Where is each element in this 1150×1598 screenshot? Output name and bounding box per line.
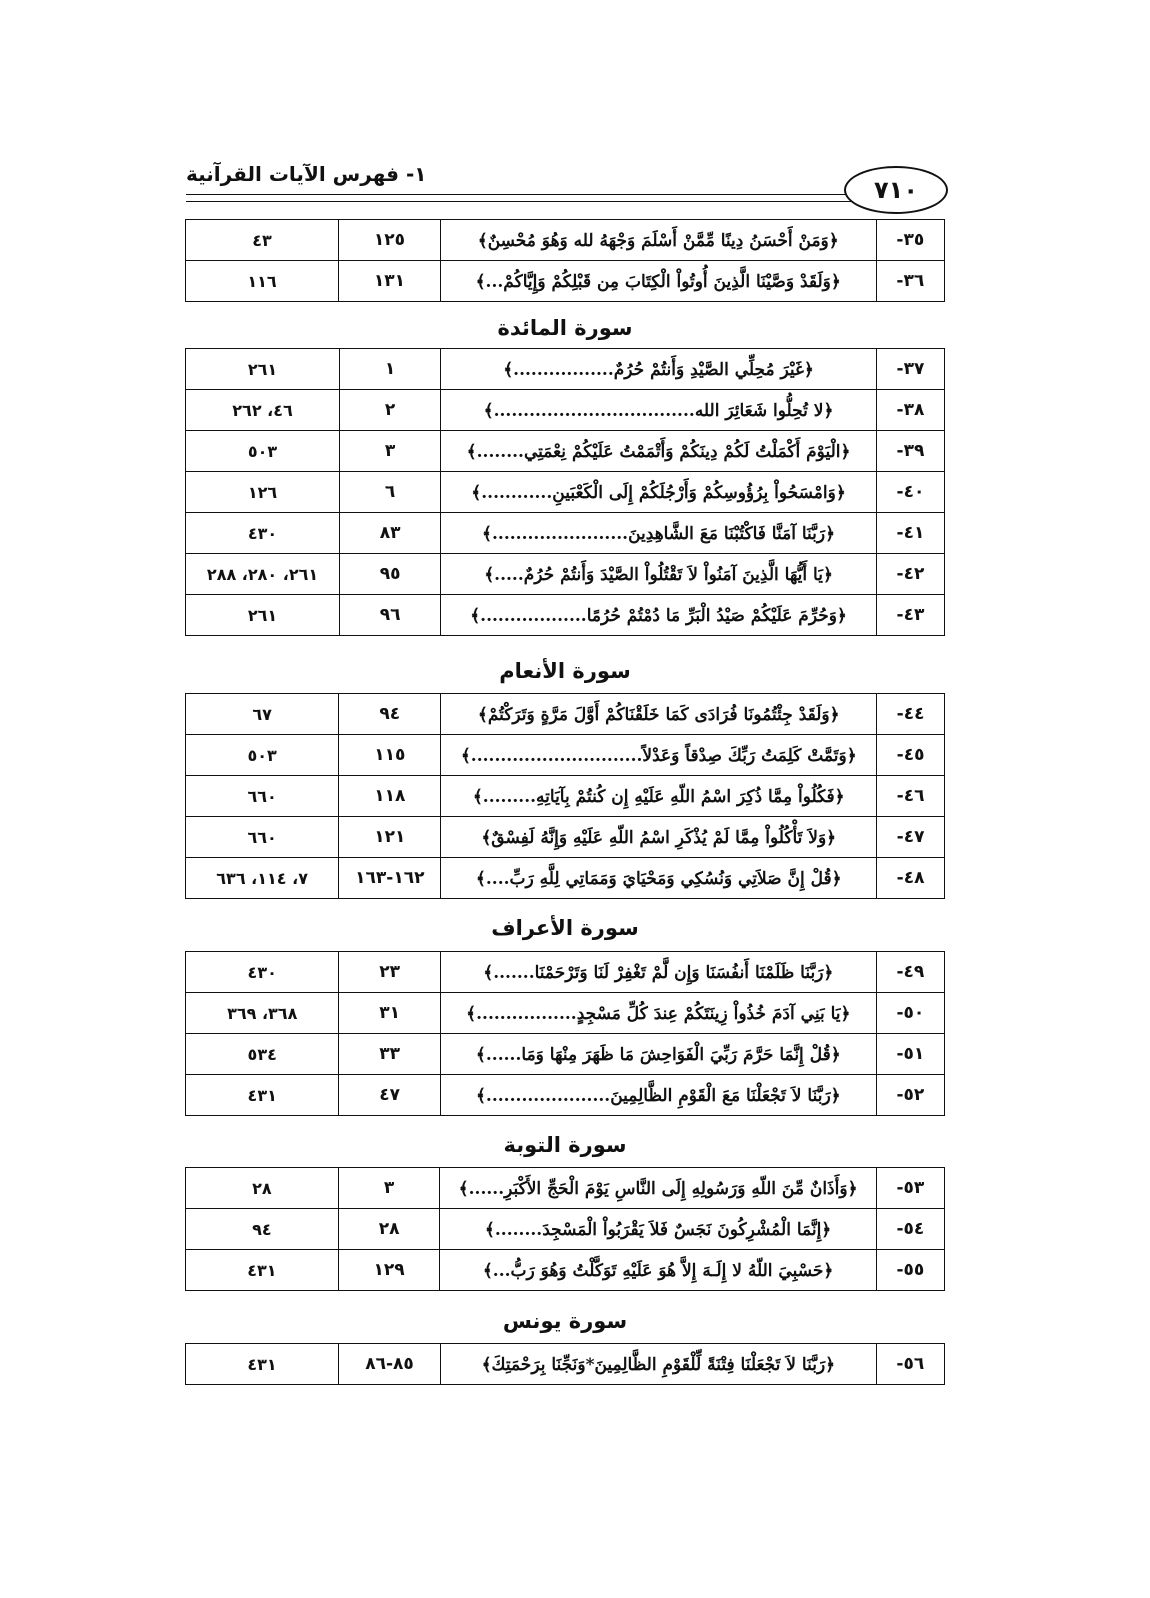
- verse-text: ﴿يَا بَنِي آدَمَ خُذُواْ زِينَتَكُمْ عِندَ كُلِّ مَسْجِدٍ.................﴾: [440, 993, 876, 1034]
- verse-number: ٥٠-: [876, 993, 944, 1034]
- verse-text: ﴿وَلَقَدْ جِئْتُمُونَا فُرَادَى كَمَا خَلَقْنَاكُمْ أَوَّلَ مَرَّةٍ وَتَرَكْتُمْ﴾: [441, 694, 877, 735]
- verse-table: [185, 1343, 945, 1385]
- verse-number: ٤٢-: [876, 554, 944, 595]
- ayah-number: ٤٧: [339, 1075, 440, 1116]
- verse-table: [185, 348, 945, 636]
- page-references: ٧، ١١٤، ٦٣٦: [186, 858, 339, 899]
- verse-number: ٥٥-: [876, 1250, 944, 1291]
- ayah-number: ٨٣: [340, 513, 441, 554]
- table-row: [186, 735, 945, 776]
- table-row: [186, 952, 945, 993]
- verse-text: ﴿وَمَنْ أَحْسَنُ دِينًا مِّمَّنْ أَسْلَمَ وَجْهَهُ لله وَهُوَ مُحْسِنٌ﴾: [440, 220, 876, 261]
- surah-title: سورة المائدة: [497, 316, 633, 340]
- verse-text: ﴿وَأَذَانٌ مِّنَ اللّهِ وَرَسُولِهِ إِلَى النَّاسِ يَوْمَ الْحَجِّ الأَكْبَرِ......﴾: [440, 1168, 876, 1209]
- table-row: [186, 390, 945, 431]
- verse-number: ٤١-: [876, 513, 944, 554]
- verse-text: ﴿غَيْرَ مُحِلِّي الصَّيْدِ وَأَنتُمْ حُرُمٌ.................﴾: [441, 349, 877, 390]
- table-row: [186, 554, 945, 595]
- verse-text: ﴿الْيَوْمَ أَكْمَلْتُ لَكُمْ دِينَكُمْ وَأَتْمَمْتُ عَلَيْكُمْ نِعْمَتِي........﴾: [441, 431, 877, 472]
- page-references: ١٢٦: [186, 472, 340, 513]
- ayah-number: ١١٨: [339, 776, 441, 817]
- page-references: ٣٦٨، ٣٦٩: [186, 993, 339, 1034]
- verse-number: ٤٣-: [876, 595, 944, 636]
- verse-number: ٣٩-: [876, 431, 944, 472]
- page-references: ٢٨: [186, 1168, 339, 1209]
- verse-number: ٤٨-: [877, 858, 945, 899]
- verse-text: ﴿رَبَّنَا آمَنَّا فَاكْتُبْنَا مَعَ الشَّاهِدِينَ.......................﴾: [441, 513, 877, 554]
- header-title: ١- فهرس الآيات القرآنية: [186, 162, 427, 186]
- page-references: ٢٦١: [186, 349, 340, 390]
- surah-title: سورة يونس: [502, 1309, 628, 1333]
- page-number: ٧١٠: [844, 166, 948, 214]
- table-row: [186, 513, 945, 554]
- verse-text: ﴿لا تُحِلُّوا شَعَائِرَ الله..................................﴾: [441, 390, 877, 431]
- ayah-number: ٣٣: [339, 1034, 440, 1075]
- page-references: ٦٦٠: [186, 817, 339, 858]
- verse-number: ٤٥-: [877, 735, 945, 776]
- table-row: [186, 220, 945, 261]
- ayah-number: ١٢١: [339, 817, 441, 858]
- table-row: [186, 1075, 945, 1116]
- table-row: [186, 858, 945, 899]
- verse-text: ﴿فَكُلُواْ مِمَّا ذُكِرَ اسْمُ اللّهِ عَلَيْهِ إِن كُنتُمْ بِآيَاتِهِ.........﴾: [441, 776, 877, 817]
- surah-title: سورة التوبة: [503, 1133, 627, 1157]
- verse-number: ٤٤-: [877, 694, 945, 735]
- ayah-number: ١١٥: [339, 735, 441, 776]
- table-row: [186, 1344, 945, 1385]
- page-references: ٥٠٣: [186, 735, 339, 776]
- table-row: [186, 1034, 945, 1075]
- ayah-number: ١٦٢-١٦٣: [339, 858, 441, 899]
- verse-number: ٥١-: [876, 1034, 944, 1075]
- page-references: ٤٣١: [186, 1344, 339, 1385]
- ayah-number: ٣: [340, 431, 441, 472]
- verse-table: [185, 1167, 945, 1291]
- page-references: ٥٠٣: [186, 431, 340, 472]
- verse-text: ﴿وَلَقَدْ وَصَّيْنَا الَّذِينَ أُوتُواْ الْكِتَابَ مِن قَبْلِكُمْ وَإِيَّاكُمْ...﴾: [440, 261, 876, 302]
- table-row: [186, 261, 945, 302]
- header-rule-bottom: [186, 201, 854, 202]
- verse-number: ٤٩-: [876, 952, 944, 993]
- page-references: ٦٧: [186, 694, 339, 735]
- ayah-number: ٢٣: [339, 952, 440, 993]
- verse-text: ﴿قُلْ إِنَّ صَلاَتِي وَنُسُكِي وَمَحْيَايَ وَمَمَاتِي لِلَّهِ رَبِّ....﴾: [441, 858, 877, 899]
- page-references: ٤٣٠: [186, 513, 340, 554]
- page-references: ٤٦، ٢٦٢: [186, 390, 340, 431]
- table-row: [186, 1209, 945, 1250]
- page-references: ٦٦٠: [186, 776, 339, 817]
- page-references: ٢٦١: [186, 595, 340, 636]
- verse-number: ٥٣-: [876, 1168, 944, 1209]
- ayah-number: ٢٨: [338, 1209, 440, 1250]
- ayah-number: ٩٤: [339, 694, 441, 735]
- table-row: [186, 1168, 945, 1209]
- verse-text: ﴿رَبَّنَا لاَ تَجْعَلْنَا فِتْنَةً لِّلْقَوْمِ الظَّالِمِينَ*وَنَجِّنَا بِرَحْمَتِكَ﴾: [441, 1344, 877, 1385]
- table-row: [186, 817, 945, 858]
- table-row: [186, 776, 945, 817]
- page-references: ٥٣٤: [186, 1034, 339, 1075]
- verse-number: ٤٦-: [877, 776, 945, 817]
- table-row: [186, 431, 945, 472]
- verse-text: ﴿رَبَّنَا ظَلَمْنَا أَنفُسَنَا وَإِن لَّمْ تَغْفِرْ لَنَا وَتَرْحَمْنَا.......﴾: [440, 952, 876, 993]
- verse-number: ٥٢-: [876, 1075, 944, 1116]
- ayah-number: ٨٥-٨٦: [338, 1344, 440, 1385]
- page-references: ١١٦: [186, 261, 339, 302]
- surah-title: سورة الأعراف: [491, 916, 639, 940]
- ayah-number: ٩٦: [340, 595, 441, 636]
- table-row: [186, 472, 945, 513]
- table-row: [186, 1250, 945, 1291]
- page-references: ٤٣١: [186, 1075, 339, 1116]
- verse-number: ٣٥-: [876, 220, 944, 261]
- verse-number: ٤٧-: [877, 817, 945, 858]
- page-header: [186, 150, 948, 220]
- verse-text: ﴿وَلاَ تَأْكُلُواْ مِمَّا لَمْ يُذْكَرِ اسْمُ اللّهِ عَلَيْهِ وَإِنَّهُ لَفِسْقٌ﴾: [441, 817, 877, 858]
- table-row: [186, 349, 945, 390]
- verse-number: ٥٦-: [876, 1344, 944, 1385]
- verse-number: ٥٤-: [876, 1209, 944, 1250]
- ayah-number: ٢: [340, 390, 441, 431]
- verse-text: ﴿قُلْ إِنَّمَا حَرَّمَ رَبِّيَ الْفَوَاحِشَ مَا ظَهَرَ مِنْهَا وَمَا......﴾: [440, 1034, 876, 1075]
- page-references: ٤٣١: [186, 1250, 339, 1291]
- header-rule-top: [186, 194, 854, 195]
- verse-text: ﴿حَسْبِيَ اللّهُ لا إِلَـهَ إِلاَّ هُوَ عَلَيْهِ تَوَكَّلْتُ وَهُوَ رَبُّ...﴾: [440, 1250, 876, 1291]
- ayah-number: ١٢٩: [338, 1250, 440, 1291]
- verse-number: ٤٠-: [876, 472, 944, 513]
- ayah-number: ٣١: [339, 993, 440, 1034]
- page-references: ٤٣: [186, 220, 339, 261]
- verse-text: ﴿رَبَّنَا لاَ تَجْعَلْنَا مَعَ الْقَوْمِ الظَّالِمِينَ.....................﴾: [440, 1075, 876, 1116]
- verse-text: ﴿وَحُرِّمَ عَلَيْكُمْ صَيْدُ الْبَرِّ مَا دُمْتُمْ حُرُمًا..................﴾: [441, 595, 877, 636]
- ayah-number: ١: [340, 349, 441, 390]
- table-row: [186, 993, 945, 1034]
- ayah-number: ٩٥: [340, 554, 441, 595]
- verse-text: ﴿يَا أَيُّهَا الَّذِينَ آمَنُواْ لاَ تَقْتُلُواْ الصَّيْدَ وَأَنتُمْ حُرُمٌ.....﴾: [441, 554, 877, 595]
- ayah-number: ١٣١: [338, 261, 440, 302]
- page-references: ٢٦١، ٢٨٠، ٢٨٨: [186, 554, 340, 595]
- verse-table: [185, 951, 945, 1116]
- verse-number: ٣٨-: [876, 390, 944, 431]
- surah-title: سورة الأنعام: [499, 659, 631, 683]
- ayah-number: ٣: [338, 1168, 440, 1209]
- page-references: ٤٣٠: [186, 952, 339, 993]
- verse-number: ٣٧-: [876, 349, 944, 390]
- ayah-number: ٦: [340, 472, 441, 513]
- verse-text: ﴿وَامْسَحُواْ بِرُؤُوسِكُمْ وَأَرْجُلَكُمْ إِلَى الْكَعْبَينِ............﴾: [441, 472, 877, 513]
- verse-table: [185, 693, 945, 899]
- page-references: ٩٤: [186, 1209, 339, 1250]
- table-row: [186, 595, 945, 636]
- ayah-number: ١٢٥: [338, 220, 440, 261]
- table-row: [186, 694, 945, 735]
- verse-text: ﴿إِنَّمَا الْمُشْرِكُونَ نَجَسٌ فَلاَ يَقْرَبُواْ الْمَسْجِدَ........﴾: [440, 1209, 876, 1250]
- verse-table: [185, 219, 945, 302]
- verse-number: ٣٦-: [876, 261, 944, 302]
- verse-text: ﴿وَتَمَّتْ كَلِمَتُ رَبِّكَ صِدْقاً وَعَدْلاً.............................﴾: [441, 735, 877, 776]
